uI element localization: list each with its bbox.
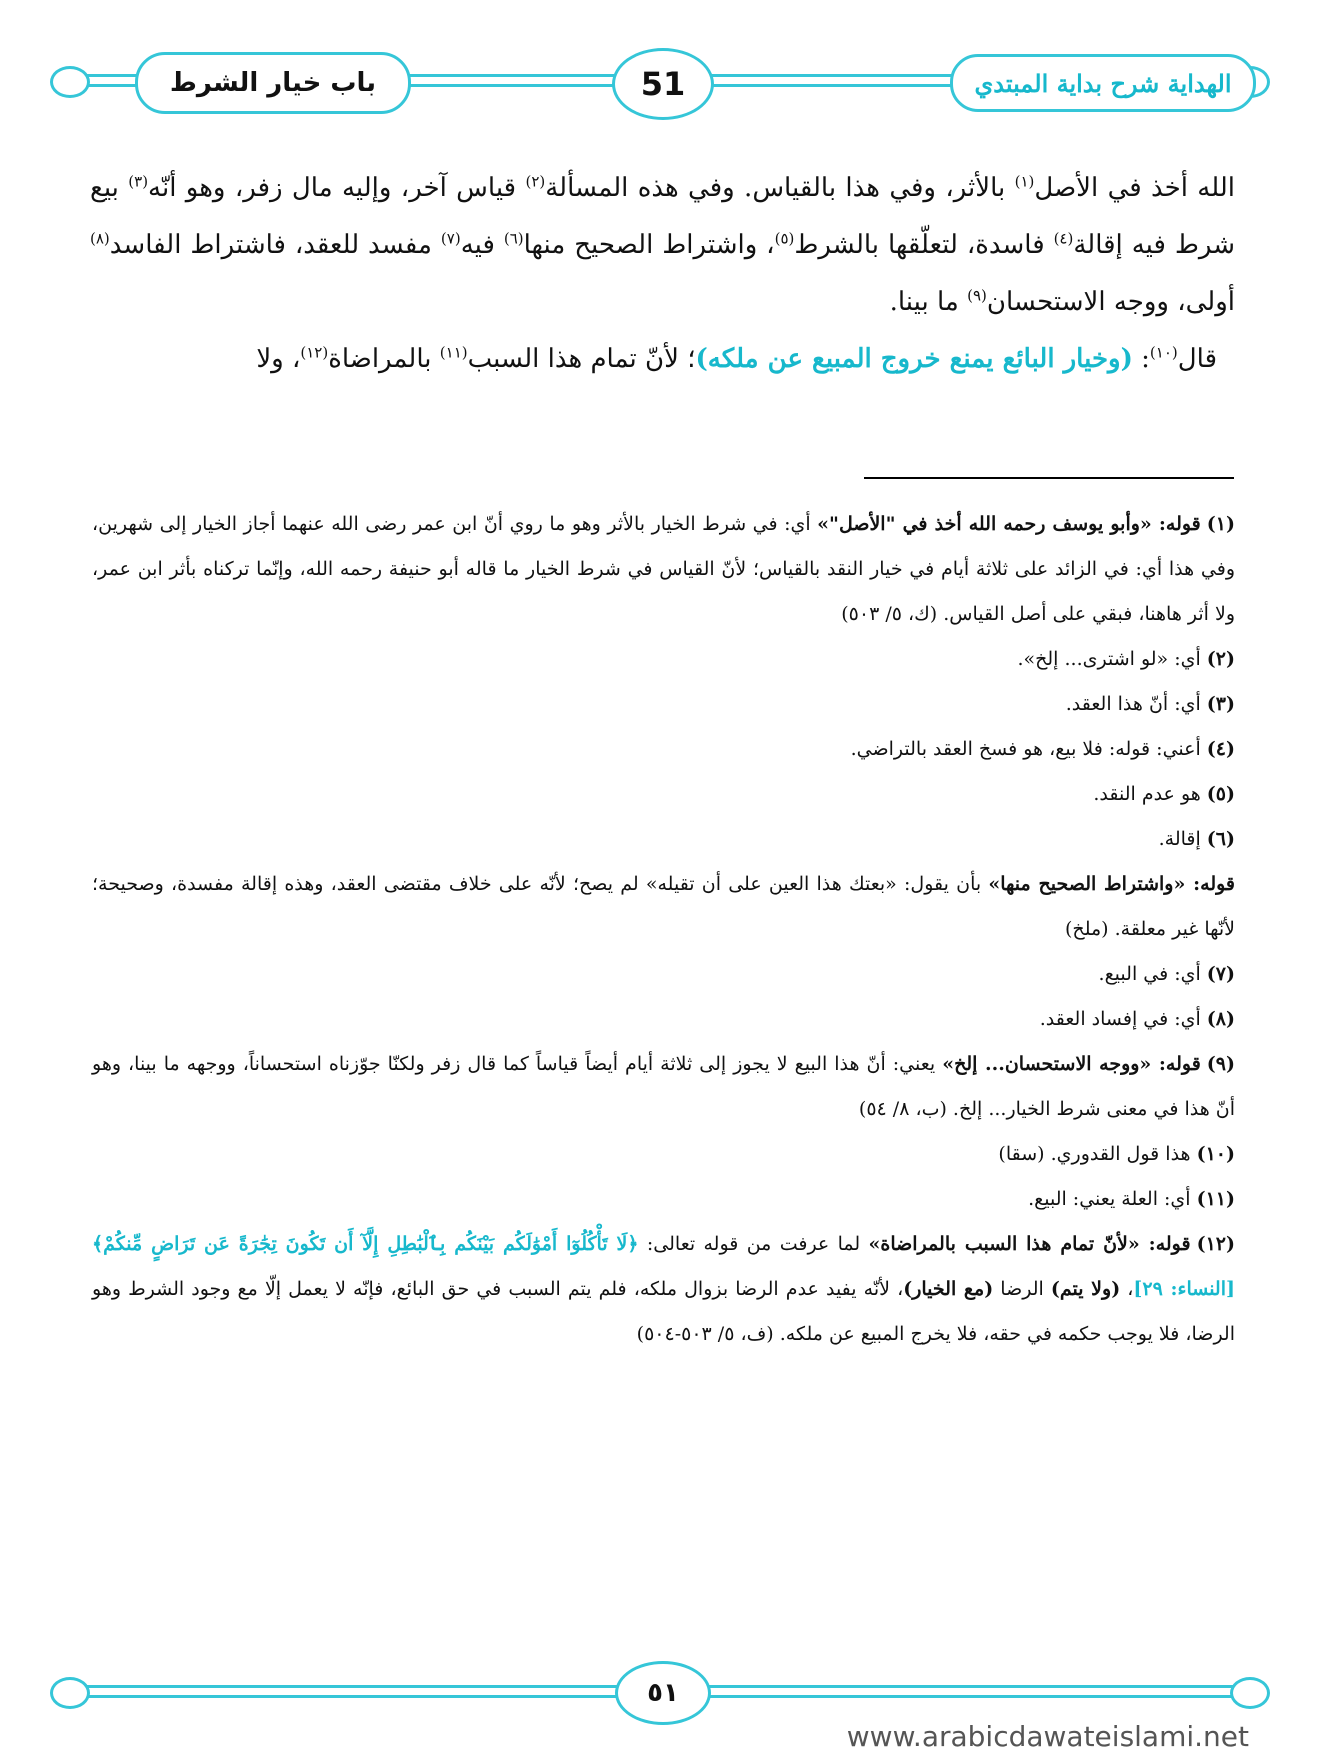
footnote-1 [92,502,1235,637]
footnote-ref: (٧) [440,229,461,248]
footnote-ref: (٨) [90,229,110,248]
text-run: مفسد للعقد، فاشتراط الفاسد [109,230,441,260]
footnote-text: أي: أنّ هذا العقد. [1065,693,1201,715]
footnote-lead: قوله: «ووجه الاستحسان... إلخ» [942,1053,1201,1075]
footnote-text: ، لأنّه يفيد عدم الرضا بزوال ملكه، فلم يتم السبب في حق البائع، فإنّه لا يعمل إلّا مع وجود الشرط وهو الرضا، فلا يوجب حكمه في حقه، فلا يخرج المبيع عن ملكه. (ف، ٥/ ٥٠٣-٥٠٤) [92,1278,1235,1345]
book-title: الهداية شرح بداية المبتدي [950,54,1256,112]
footnote-ref: (١٢) [300,343,329,362]
footnote-ref: (٥) [774,229,795,248]
footnote-ref: (٩) [967,286,987,305]
text-run: أولى، ووجه الاستحسان [986,287,1235,317]
footnote-separator [864,477,1234,479]
text-run: الله أخذ في الأصل [1034,173,1235,203]
text-run: بالمراضاة [328,344,440,374]
footnote-text: أعني: قوله: فلا بيع، هو فسخ العقد بالتراضي. [850,738,1201,760]
text-run: فيه [460,230,504,260]
footnote-number: (٥) [1206,783,1235,805]
footnote-6 [92,817,1235,862]
footnote-ref: (٣) [128,172,149,191]
footnote-number: (١١) [1196,1188,1235,1210]
footer-ornament-left [50,1677,90,1709]
main-paragraph-2 [90,331,1235,388]
text-run: بيع شرط فيه إقالة [90,173,1236,260]
text-run: ، ولا [256,344,301,374]
footnote-8 [92,997,1235,1042]
footnote-ref: (١١) [439,343,468,362]
footnote-lead: قوله: «واشتراط الصحيح منها» [988,873,1236,895]
footnote-text: يعني: أنّ هذا البيع لا يجوز إلى ثلاثة أيام أيضاً قياساً كما قال زفر ولكنّا جوّزناه استحساناً، ووجهه ما بينا، وهو أنّ هذا في معنى شرط الخيار... إلخ. (ب، ٨/ ٥٤) [92,1053,1235,1120]
page-number: 51 [612,48,714,120]
footnote-text: الرضا [993,1278,1051,1300]
footer-page-number: ٥١ [615,1661,711,1725]
footnote-bold: (مع الخيار) [903,1278,994,1300]
text-run: بالأثر، وفي هذا بالقياس. وفي هذه المسألة [545,173,1015,203]
footnote-5 [92,772,1235,817]
footnote-number: (٣) [1206,693,1235,715]
footnote-number: (٦) [1206,828,1235,850]
footnote-6-comment [92,862,1235,952]
footnote-text: ، [1120,1278,1134,1300]
footnote-ref: (١٠) [1149,343,1178,362]
footnote-11 [92,1177,1235,1222]
footnote-number: (١٢) [1196,1233,1235,1255]
footnote-text: أي: في إفساد العقد. [1039,1008,1201,1030]
footnote-text: إقالة. [1158,828,1201,850]
footnotes [92,502,1235,1357]
text-run: ، واشتراط الصحيح منها [523,230,775,260]
footnote-number: (١) [1206,513,1235,535]
footnote-text: أي: في البيع. [1098,963,1201,985]
footnote-4 [92,727,1235,772]
footnote-lead: قوله: «وأبو يوسف رحمه الله أخذ في "الأصل"» [817,513,1201,535]
footnote-lead: قوله: «لأنّ تمام هذا السبب بالمراضاة» [868,1233,1191,1255]
footnote-ref: (١) [1014,172,1035,191]
text-run: قياس آخر، وإليه مال زفر، وهو أنّه [148,173,526,203]
footnote-number: (٨) [1206,1008,1235,1030]
footnote-7 [92,952,1235,997]
page-footer [50,1657,1270,1727]
footnote-bold: (ولا يتم) [1050,1278,1121,1300]
matn-highlight: (وخيار البائع يمنع خروج المبيع عن ملكه) [695,344,1133,374]
footnote-9 [92,1042,1235,1132]
footnote-2 [92,637,1235,682]
chapter-title: باب خيار الشرط [135,52,411,114]
footnote-number: (٤) [1206,738,1235,760]
text-run: ما بينا. [889,287,968,317]
footer-ornament-right [1230,1677,1270,1709]
footnote-ref: (٢) [525,172,546,191]
footnote-3 [92,682,1235,727]
footnote-12 [92,1222,1235,1357]
text-run: فاسدة، لتعلّقها بالشرط [794,230,1054,260]
footnote-number: (١٠) [1196,1143,1235,1165]
footnote-number: (٧) [1206,963,1235,985]
page-header [50,40,1270,120]
footnote-text: هذا قول القدوري. (سقا) [998,1143,1191,1165]
footnote-ref: (٦) [503,229,524,248]
main-paragraph-1 [90,160,1235,331]
quran-verse: ﴿لَا تَأْكُلُوٓا أَمْوَٰلَكُم بَيْنَكُم بِٱلْبَٰطِلِ إِلَّآ أَن تَكُونَ تِجَٰرَةً عَن تَرَاضٍ مِّنكُمْ﴾ [النساء: ٢٩] [92,1233,1235,1300]
footnote-text: هو عدم النقد. [1093,783,1201,805]
text-run: : [1132,344,1150,374]
text-run: ؛ لأنّ تمام هذا السبب [467,344,696,374]
main-text [90,160,1235,388]
footnote-10 [92,1132,1235,1177]
website-url: www.arabicdawateislami.net [846,1720,1249,1753]
footnote-number: (٩) [1206,1053,1235,1075]
footnote-ref: (٤) [1053,229,1074,248]
footnote-text: أي: في شرط الخيار بالأثر وهو ما روي أنّ ابن عمر رضى الله عنهما أجاز الخيار إلى شهرين، وفي هذا أي: في الزائد على ثلاثة أيام في خيار النقد بالقياس؛ لأنّ القياس في شرط الخيار ما قاله أبو حنيفة رحمه الله، وإنّما تركناه بأثر ابن عمر، ولا أثر هاهنا، فبقي على أصل القياس. (ك، ٥/ ٥٠٣) [92,513,1235,625]
text-run: قال [1177,344,1217,374]
header-ornament-left [50,66,90,98]
footnote-text: أي: العلة يعني: البيع. [1028,1188,1191,1210]
footnote-text: بأن يقول: «بعتك هذا العين على أن تقيله» لم يصح؛ لأنّه على خلاف مقتضى العقد، وهذه إقالة مفسدة، وصحيحة؛ لأنّها غير معلقة. (ملخ) [92,873,1235,940]
footnote-number: (٢) [1206,648,1235,670]
footnote-text: أي: «لو اشترى... إلخ». [1017,648,1201,670]
footnote-text: لما عرفت من قوله تعالى: [638,1233,869,1255]
